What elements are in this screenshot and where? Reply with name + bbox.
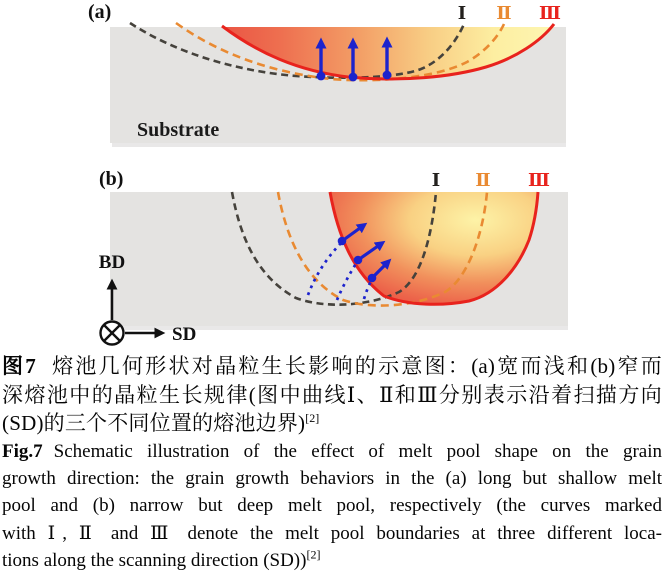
reference-superscript: [2]: [306, 547, 321, 562]
panel-b: [99, 168, 568, 330]
caption-text: tions along the scanning direction (SD)): [2, 550, 307, 572]
panel-b-label: (b): [99, 168, 124, 190]
curve-label-2-a: Ⅱ: [496, 3, 512, 23]
curve-label-2-b: Ⅱ: [475, 170, 491, 190]
curve-label-1-a: Ⅰ: [457, 3, 467, 23]
sd-axis-label: SD: [172, 324, 197, 345]
substrate-a-shadow: [112, 143, 566, 147]
nucleation-dot: [317, 72, 326, 81]
panel-a-label: (a): [88, 1, 112, 23]
caption-text: (SD)的三个不同位置的熔池边界): [2, 411, 306, 435]
sd-into-page-icon: [101, 322, 124, 345]
caption-text: 熔池几何形状对晶粒生长影响的示意图：(a)宽而浅和(b)窄而: [50, 354, 663, 378]
nucleation-dot: [354, 256, 363, 265]
figure-number-cn: 图7: [2, 354, 36, 378]
caption-cn-line: 深熔池中的晶粒生长规律(图中曲线Ⅰ、Ⅱ和Ⅲ分别表示沿着扫描方向: [2, 382, 662, 407]
caption-en-line: pool and (b) narrow but deep melt pool, respectively (the curves marked: [2, 495, 662, 517]
caption-cn-line: [2, 352, 662, 381]
curve-label-3-b: Ⅲ: [528, 170, 550, 190]
curve-label-1-b: Ⅰ: [431, 170, 441, 190]
bd-axis-label: BD: [98, 252, 126, 273]
nucleation-dot: [349, 73, 358, 82]
caption-en-line: with Ⅰ, Ⅱ and Ⅲ denote the melt pool boundaries at three different loca-: [2, 522, 662, 544]
caption-en-line: [2, 547, 662, 574]
nucleation-dot: [368, 274, 377, 283]
nucleation-dot: [383, 71, 392, 80]
substrate-label-a: Substrate: [137, 119, 220, 141]
reference-superscript: [2]: [305, 411, 320, 425]
caption-en-line: growth direction: the grain growth behaviors in the (a) long but shallow melt: [2, 467, 662, 489]
panel-a: [88, 1, 566, 147]
caption-cn-line: [2, 409, 662, 438]
figure-number-en: Fig.7: [2, 440, 43, 462]
figure-caption: [2, 352, 662, 575]
caption-text: Schematic illustration of the effect of melt pool shape on the grain: [53, 440, 662, 462]
nucleation-dot: [338, 237, 347, 246]
curve-label-3-a: Ⅲ: [539, 3, 561, 23]
caption-en-line: [2, 438, 662, 465]
